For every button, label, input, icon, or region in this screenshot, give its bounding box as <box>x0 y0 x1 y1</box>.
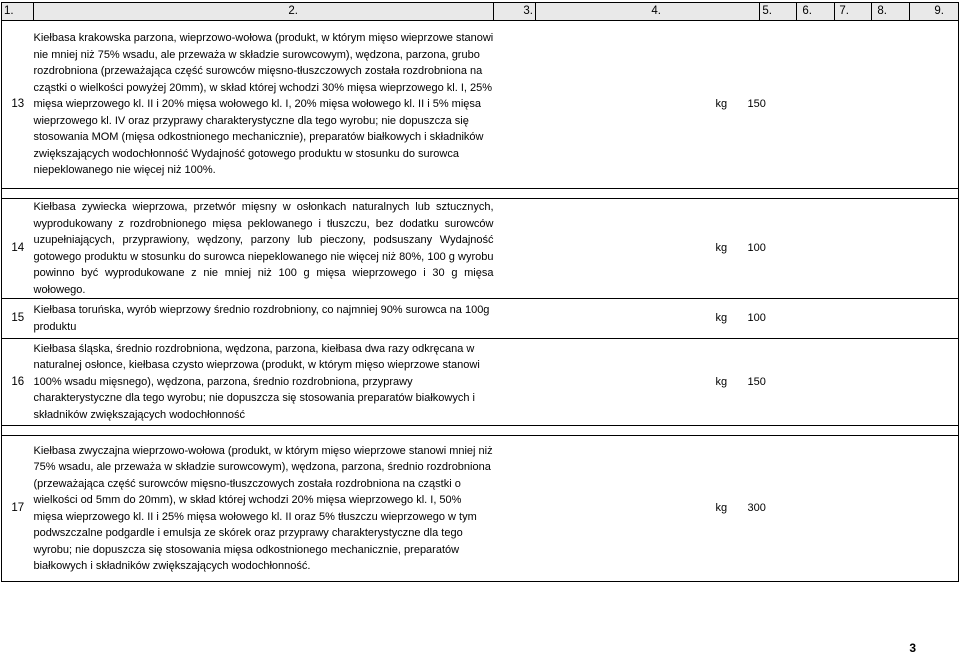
row-quantity: 100 <box>748 199 785 299</box>
column-header-8: 8. <box>872 3 910 21</box>
unit-label: kg <box>715 98 728 111</box>
row-number: 16 <box>2 339 34 426</box>
column-header-4: 4. <box>536 3 760 21</box>
column-header-1: 1. <box>2 3 34 21</box>
row-spacer <box>2 426 959 436</box>
row-unit <box>536 21 760 189</box>
column-header-3: 3. <box>494 3 536 21</box>
column-header-9: 9. <box>910 3 959 21</box>
row-description: Kiełbasa zywiecka wieprzowa, przetwór mięsny w osłonkach naturalnych lub sztucznych, wyprodukowany z rozdrobnionego mięsa peklowanego i tłuszczu, bez dodatku surowców uzupełniających, przyprawiony, wędzony, parzony lub pieczony, podsuszany Wydajność gotowego produktu w stosunku do surowca niepeklowanego nie więcej niż 80%, 100 g wyrobu powinno być wyprodukowane z nie mniej niż 100 g mięsa wieprzowego i 30 g mięsa wołowego. <box>34 199 494 299</box>
row-spacer <box>2 189 959 199</box>
row-unit <box>536 299 760 339</box>
row-number: 15 <box>2 299 34 339</box>
row-description: Kiełbasa śląska, średnio rozdrobniona, wędzona, parzona, kiełbasa dwa razy odkręcana w naturalnej osłonce, kiełbasa czysto wieprzowa (produkt, w którym mięso wieprzowe stanowi 100% wsadu mięsnego), wędzona, parzona, średnio rozdrobniona, przyprawy charakterystyczne dla tego wyrobu; nie dopuszcza się stosowania preparatów białkowych i składników zwiększających wodochłonność <box>34 339 494 426</box>
row-number: 13 <box>2 21 34 189</box>
row-quantity: 300 <box>748 436 785 582</box>
row-quantity: 100 <box>748 299 785 339</box>
table-row <box>2 21 959 189</box>
unit-label: kg <box>715 375 728 388</box>
table-row <box>2 199 959 299</box>
table-row <box>2 339 959 426</box>
column-header-5: 5. <box>760 3 797 21</box>
row-unit <box>536 339 760 426</box>
column-header-7: 7. <box>835 3 872 21</box>
unit-label: kg <box>715 242 728 255</box>
unit-label: kg <box>715 312 728 325</box>
row-unit <box>536 436 760 582</box>
row-description: Kiełbasa zwyczajna wieprzowo-wołowa (produkt, w którym mięso wieprzowe stanowi mniej niż 75% wsadu, ale przeważa w składzie surowcowym), wędzona, parzona, średnio rozdrobniona (przeważająca część surowców mięsno-tłuszczowych została rozdrobniona na cząstki o wielkości od 5mm do 20mm), w skład której wchodzi 20% mięsa wieprzowego kl. I, 50% mięsa wieprzowego kl. II i 25% mięsa wołowego kl. II oraz 5% tłuszczu wieprzowego w tym podwszczalne podgardle i emulsja ze skórek oraz przyprawy charakterystyczne dla tego wyrobu; nie dopuszcza się stosowania mięsa odkostnionego mechanicznie, preparatów białkowych i składników zwiększających wodochłonność. <box>34 436 494 582</box>
row-description: Kiełbasa krakowska parzona, wieprzowo-wołowa (produkt, w którym mięso wieprzowe stanowi nie mniej niż 75% wsadu, ale przeważa w składzie surowcowym), wędzona, parzona, grubo rozdrobniona (przeważająca część surowców mięsno-tłuszczowych została rozdrobniona na cząstki o wielkości powyżej 20mm), w skład której wchodzi 30% mięsa wieprzowego kl. I, 25% mięsa wieprzowego kl. II i 20% mięsa wołowego kl. I, 20% mięsa wołowego kl. II i 5% mięsa wieprzowego kl. IV oraz przyprawy charakterystyczne dla tego wyrobu; nie dopuszcza się stosowania MOM (mięsa odkostnionego mechanicznie), preparatów białkowych i składników zwiększających wodochłonność Wydajność gotowego produktu w stosunku do surowca niepeklowanego nie więcej niż 100%. <box>34 21 494 189</box>
column-header-6: 6. <box>797 3 835 21</box>
product-spec-table <box>1 2 959 582</box>
column-header-2: 2. <box>34 3 494 21</box>
row-description: Kiełbasa toruńska, wyrób wieprzowy średnio rozdrobniony, co najmniej 90% surowca na 100g produktu <box>34 299 494 339</box>
row-unit <box>536 199 760 299</box>
table-row <box>2 299 959 339</box>
unit-label: kg <box>715 502 728 515</box>
page-number: 3 <box>909 641 916 655</box>
table-header-row <box>2 3 959 21</box>
row-number: 17 <box>2 436 34 582</box>
table-row <box>2 436 959 582</box>
row-quantity: 150 <box>748 339 785 426</box>
row-quantity: 150 <box>748 21 785 189</box>
row-number: 14 <box>2 199 34 299</box>
